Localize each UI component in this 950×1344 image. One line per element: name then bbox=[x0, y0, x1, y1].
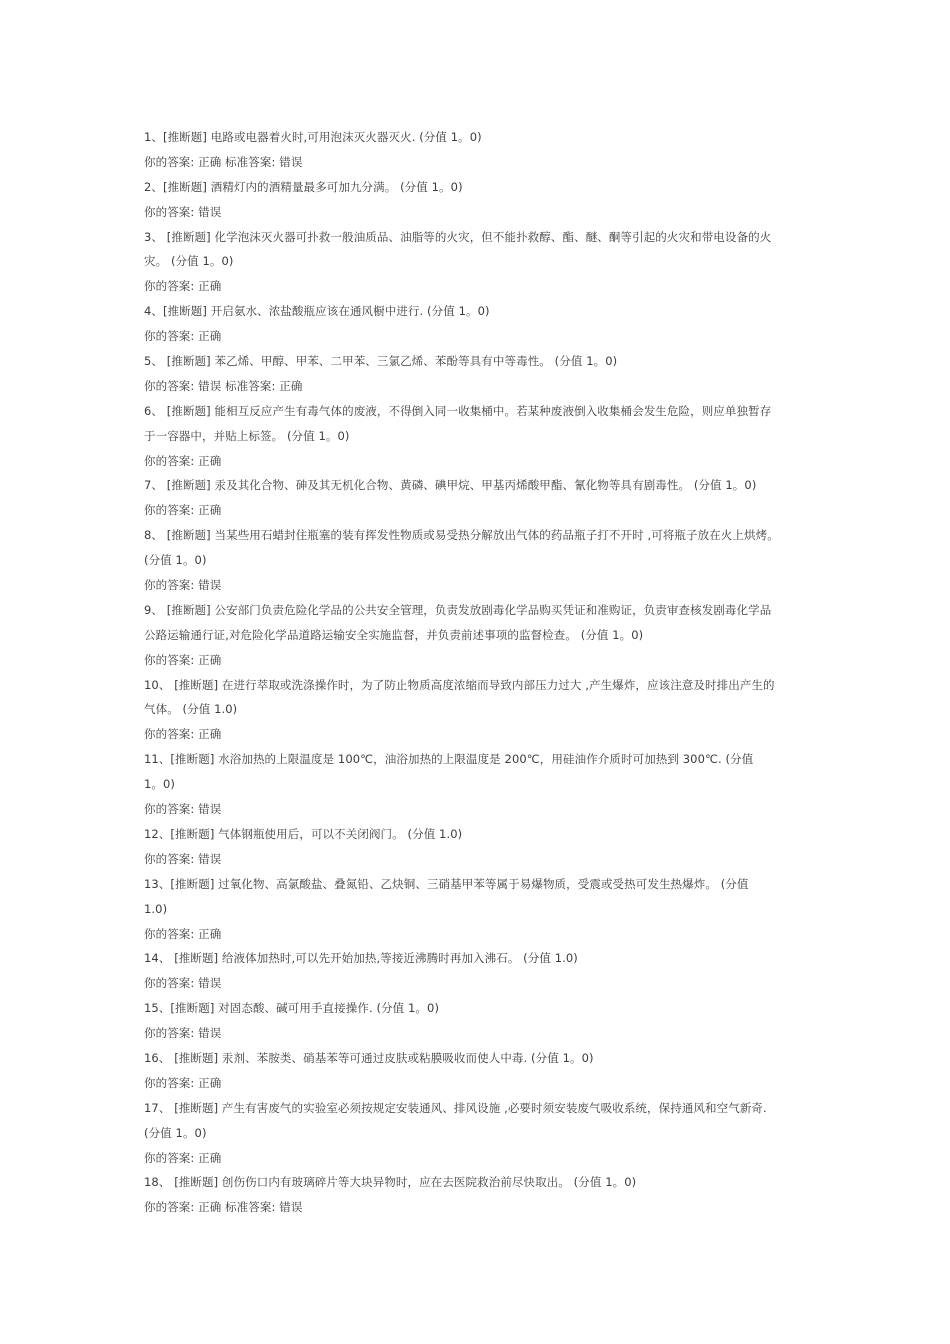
question-text: 6、 [推断题] 能相互反应产生有毒气体的废液，不得倒入同一收集桶中。若某种废液倒入收集桶会发生危险，则应单独暂存 bbox=[144, 403, 772, 418]
question-text: 14、 [推断题] 给液体加热时,可以先开始加热,等接近沸腾时再加入沸石。 (分值 1.0) bbox=[144, 951, 578, 966]
question-text: 3、 [推断题] 化学泡沫灭火器可扑救一般油质品、油脂等的火灾，但不能扑救醇、酯、醚、酮等引起的火灾和带电设备的火 bbox=[144, 229, 772, 244]
answer-text: 你的答案: 正确 bbox=[144, 1075, 222, 1090]
answer-text: 你的答案: 错误 bbox=[144, 204, 222, 219]
answer-text: 你的答案: 错误 bbox=[144, 578, 222, 593]
question-text: 于一容器中，并贴上标签。 (分值 1。0) bbox=[144, 428, 350, 443]
question-item bbox=[144, 996, 834, 1046]
question-text: 气体。 (分值 1.0) bbox=[144, 702, 238, 717]
question-text: 2、[推断题] 酒精灯内的酒精量最多可加九分满。 (分值 1。0) bbox=[144, 179, 463, 194]
question-text: 7、 [推断题] 汞及其化合物、砷及其无机化合物、黄磷、碘甲烷、甲基丙烯酸甲酯、氰化物等具有剧毒性。 (分值 1。0) bbox=[144, 478, 757, 493]
answer-text: 你的答案: 错误 标准答案: 正确 bbox=[144, 378, 303, 393]
question-item bbox=[144, 299, 834, 349]
question-text: 16、 [推断题] 汞剂、苯胺类、硝基苯等可通过皮肤或粘膜吸收而使人中毒. (分值 1。0) bbox=[144, 1050, 594, 1065]
question-text: 灾。 (分值 1。0) bbox=[144, 254, 234, 269]
question-item bbox=[144, 747, 834, 822]
answer-text: 你的答案: 错误 bbox=[144, 802, 222, 817]
question-item bbox=[144, 399, 834, 474]
answer-text: 你的答案: 错误 bbox=[144, 1026, 222, 1041]
answer-text: 你的答案: 正确 bbox=[144, 926, 222, 941]
question-item bbox=[144, 473, 834, 523]
question-item bbox=[144, 1170, 834, 1220]
question-text: 17、 [推断题] 产生有害废气的实验室必须按规定安装通风、排风设施 ,必要时须安装废气吸收系统，保持通风和空气新奇. bbox=[144, 1100, 767, 1115]
answer-text: 你的答案: 正确 bbox=[144, 1150, 222, 1165]
answer-text: 你的答案: 错误 bbox=[144, 976, 222, 991]
answer-text: 你的答案: 正确 bbox=[144, 453, 222, 468]
question-text: 12、[推断题] 气体钢瓶使用后，可以不关闭阀门。 (分值 1.0) bbox=[144, 826, 463, 841]
answer-text: 你的答案: 错误 bbox=[144, 851, 222, 866]
question-text: 5、 [推断题] 苯乙烯、甲醇、甲苯、二甲苯、三氯乙烯、苯酚等具有中等毒性。 (分值 1。0) bbox=[144, 354, 618, 369]
question-text: 11、[推断题] 水浴加热的上限温度是 100℃，油浴加热的上限温度是 200℃，用硅油作介质时可加热到 300℃. (分值 bbox=[144, 752, 754, 767]
answer-text: 你的答案: 正确 标准答案: 错误 bbox=[144, 1200, 303, 1215]
answer-text: 你的答案: 正确 bbox=[144, 329, 222, 344]
question-item bbox=[144, 349, 834, 399]
question-text: (分值 1。0) bbox=[144, 1125, 207, 1140]
question-text: 13、[推断题] 过氧化物、高氯酸盐、叠氮铅、乙炔铜、三硝基甲苯等属于易爆物质，受震或受热可发生热爆炸。 (分值 bbox=[144, 876, 749, 891]
question-item bbox=[144, 175, 834, 225]
question-list bbox=[144, 125, 834, 1220]
question-text: 9、 [推断题] 公安部门负责危险化学品的公共安全管理，负责发放剧毒化学品购买凭证和准购证，负责审查核发剧毒化学品 bbox=[144, 602, 772, 617]
question-text: 1.0) bbox=[144, 901, 168, 916]
question-item bbox=[144, 822, 834, 872]
question-item bbox=[144, 1096, 834, 1171]
question-item bbox=[144, 523, 834, 598]
question-text: 8、 [推断题] 当某些用石蜡封住瓶塞的装有挥发性物质或易受热分解放出气体的药品瓶子打不开时 ,可将瓶子放在火上烘烤。 bbox=[144, 528, 779, 543]
answer-text: 你的答案: 正确 bbox=[144, 503, 222, 518]
question-text: 15、[推断题] 对固态酸、碱可用手直接操作. (分值 1。0) bbox=[144, 1001, 440, 1016]
question-text: 公路运输通行证,对危险化学品道路运输安全实施监督，并负责前述事项的监督检查。 (分值 1。0) bbox=[144, 627, 644, 642]
answer-text: 你的答案: 正确 bbox=[144, 652, 222, 667]
question-item bbox=[144, 225, 834, 300]
question-text: 1。0) bbox=[144, 777, 176, 792]
question-item bbox=[144, 598, 834, 673]
question-text: 10、 [推断题] 在进行萃取或洗涤操作时，为了防止物质高度浓缩而导致内部压力过大 ,产生爆炸，应该注意及时排出产生的 bbox=[144, 677, 775, 692]
answer-text: 你的答案: 正确 标准答案: 错误 bbox=[144, 154, 303, 169]
answer-text: 你的答案: 正确 bbox=[144, 279, 222, 294]
question-item bbox=[144, 673, 834, 748]
question-item bbox=[144, 1046, 834, 1096]
question-text: 1、[推断题] 电路或电器着火时,可用泡沫灭火器灭火. (分值 1。0) bbox=[144, 130, 482, 144]
question-text: 18、 [推断题] 创伤伤口内有玻璃碎片等大块异物时，应在去医院救治前尽快取出。 (分值 1。0) bbox=[144, 1175, 637, 1190]
question-item bbox=[144, 946, 834, 996]
question-item bbox=[144, 872, 834, 947]
question-item bbox=[144, 125, 834, 175]
question-text: (分值 1。0) bbox=[144, 553, 207, 568]
question-text: 4、[推断题] 开启氨水、浓盐酸瓶应该在通风橱中进行. (分值 1。0) bbox=[144, 304, 490, 319]
answer-text: 你的答案: 正确 bbox=[144, 727, 222, 742]
